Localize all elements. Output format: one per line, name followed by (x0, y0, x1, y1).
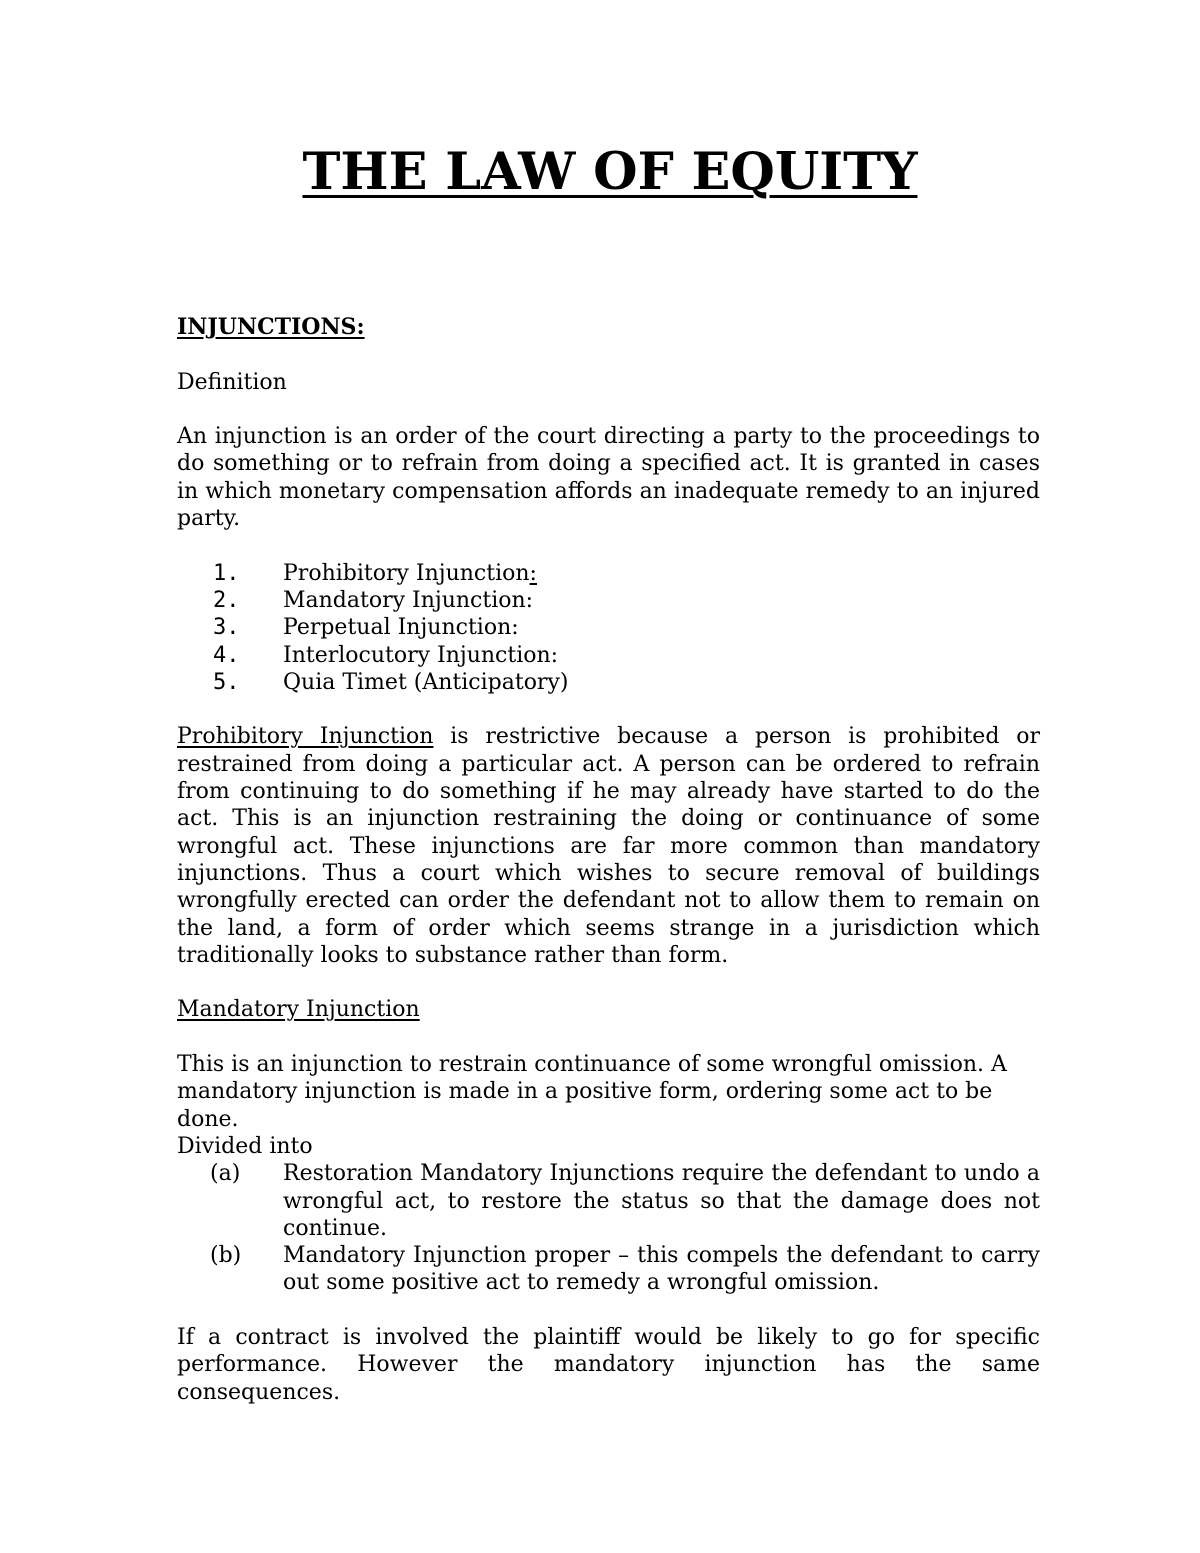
list-item-number: 1. (213, 560, 240, 586)
list-item-label: Quia Timet (Anticipatory) (283, 669, 569, 695)
list-item-label: Mandatory Injunction: (283, 587, 534, 613)
list-item-number: 2. (213, 587, 240, 613)
definition-label: Definition (177, 369, 287, 395)
list-item-number: 3. (213, 615, 240, 641)
list-item (177, 1242, 1040, 1297)
prohibitory-paragraph (177, 723, 1040, 969)
list-item (177, 669, 1040, 696)
list-item-number: 4. (213, 642, 240, 668)
list-item-suffix: : (529, 560, 537, 586)
list-item-label: Perpetual Injunction: (283, 615, 519, 641)
list-item (177, 1160, 1040, 1242)
list-item-number: (b) (210, 1243, 242, 1269)
mandatory-paragraph: This is an injunction to restrain continuance of some wrongful omission. A mandatory injunction is made in a positive form, ordering some act to be done. (177, 1052, 1007, 1132)
mandatory-subtypes-list (177, 1160, 1040, 1296)
document-body (177, 314, 1040, 1406)
list-item (177, 642, 1040, 669)
prohibitory-text: is restrictive because a person is prohibited or restrained from doing a particular act. A person can be ordered to refrain from continuing to do something if he may already have started to do the act. This is an injunction restraining the doing or continuance of some wrongful act. These injunctions are far more common than mandatory injunctions. Thus a court which wishes to secure removal of buildings wrongfully erected can order the defendant not to allow them to remain on the land, a form of order which seems strange in a jurisdiction which traditionally looks to substance rather than form. (177, 724, 1041, 968)
document-title-text: THE LAW OF EQUITY (302, 142, 918, 202)
definition-paragraph: An injunction is an order of the court directing a party to the proceedings to do something or to refrain from doing a specified act. It is granted in cases in which monetary compensation affords an inadequate remedy to an injured party. (177, 424, 1040, 532)
list-item (177, 560, 1040, 587)
mandatory-heading: Mandatory Injunction (177, 997, 420, 1023)
list-item (177, 614, 1040, 641)
list-item-label: Prohibitory Injunction (283, 560, 530, 586)
injunction-types-list (177, 560, 1040, 696)
list-item-number: 5. (213, 669, 240, 695)
list-item-text: Mandatory Injunction proper – this compels the defendant to carry out some positive act to remedy a wrongful omission. (283, 1243, 1040, 1296)
list-item (177, 587, 1040, 614)
list-item-text: Restoration Mandatory Injunctions require the defendant to undo a wrongful act, to restore the status so that the damage does not continue. (283, 1161, 1040, 1241)
section-heading: INJUNCTIONS: (177, 314, 365, 340)
list-item-label: Interlocutory Injunction: (283, 642, 559, 668)
list-item-number: (a) (210, 1161, 241, 1187)
prohibitory-term: Prohibitory Injunction (177, 724, 434, 750)
divided-label: Divided into (177, 1133, 313, 1159)
contract-paragraph: If a contract is involved the plaintiff would be likely to go for specific performance. However the mandatory injunction has the same consequences. (177, 1324, 1040, 1405)
document-title (0, 142, 1200, 202)
